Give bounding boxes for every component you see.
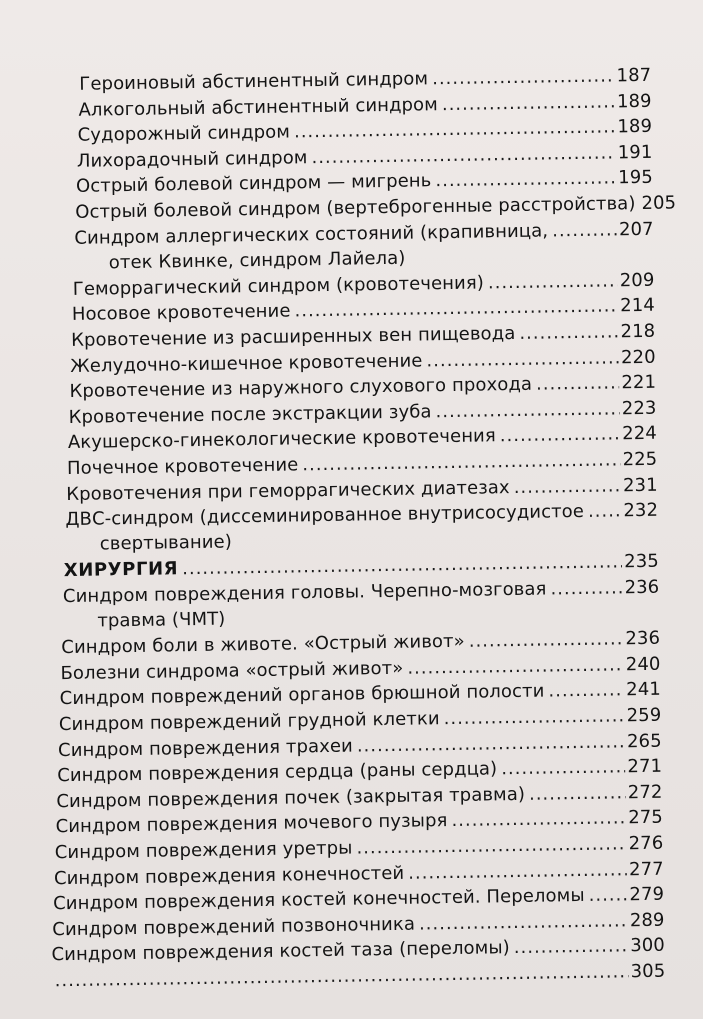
toc-page-number: 189: [616, 90, 652, 112]
toc-entry-title: Кровотечение из расширенных вен пищевода: [70, 322, 516, 351]
dot-leader: [408, 857, 627, 885]
toc-entry-title: Героиновый абстинентный синдром: [79, 68, 429, 95]
toc-entry-title: Кровотечение из наружного слухового прохода: [69, 373, 533, 403]
toc-page-number: 235: [624, 551, 660, 573]
toc-page-number: 236: [625, 627, 661, 650]
toc-page-number: 300: [630, 935, 666, 957]
dot-leader: [536, 371, 620, 397]
dot-leader: [451, 806, 626, 834]
toc-page-number: 305: [630, 960, 666, 983]
toc-entry: [74, 216, 654, 275]
dot-leader: [548, 678, 624, 704]
toc-page-number: 289: [629, 909, 665, 932]
toc-entry-title: Алкогольный абстинентный синдром: [78, 93, 439, 121]
toc-entry-title: Кровотечения при геморрагических диатезах: [66, 476, 510, 505]
toc-entry-title: Синдром боли в животе. «Острый живот»: [61, 630, 465, 659]
toc-entry-title: Синдром повреждения сердца (раны сердца): [57, 758, 498, 787]
toc-page-number: 232: [623, 499, 659, 522]
toc-entry-title: Носовое кровотечение: [71, 300, 291, 326]
toc-page-number: 240: [625, 653, 661, 676]
toc-page-number: 277: [628, 858, 664, 880]
toc-entry-title-continued: отек Квинке, синдром Лайела): [108, 247, 406, 273]
toc-entry-title: Синдром повреждений органов брюшной полости: [59, 680, 545, 710]
toc-entry-title: Синдром повреждения трахеи: [57, 735, 354, 761]
toc-page-number: 223: [621, 397, 657, 420]
toc-entry-title: Синдром повреждения уретры: [54, 837, 353, 864]
toc-page-number: 231: [622, 474, 658, 496]
dot-leader: [588, 882, 627, 908]
dot-leader: [488, 268, 618, 295]
dot-leader: [529, 780, 626, 807]
toc-page-number: 191: [617, 141, 653, 164]
toc-page-number: 259: [626, 704, 662, 727]
toc-page-number: 205: [641, 192, 677, 214]
dot-leader: [435, 166, 616, 194]
toc-page-number: 221: [621, 371, 657, 394]
toc-entry-title: Болезни синдрома «острый живот»: [60, 657, 404, 684]
toc-entry-title-continued: свертывание): [99, 531, 233, 555]
toc-entry-title: Почечное кровотечение: [66, 454, 299, 480]
toc-entry-title-continued: травма (ЧМТ): [97, 608, 226, 632]
dot-leader: [550, 575, 623, 601]
dot-leader: [552, 217, 617, 243]
toc-page-number: 218: [620, 320, 656, 343]
toc-page-number: 272: [627, 781, 663, 804]
toc-entry-title: Судорожный синдром: [77, 121, 291, 146]
toc-entry-title: Синдром повреждения конечностей: [53, 862, 405, 889]
dot-leader: [419, 908, 628, 936]
toc-entry-title: Синдром повреждения почек (закрытая травма): [56, 783, 526, 813]
toc-page-number: 207: [618, 218, 654, 240]
toc-entry-title: Синдром повреждений грудной клетки: [58, 708, 440, 736]
dot-leader: [469, 626, 624, 653]
toc-page-number: 187: [616, 64, 652, 87]
toc-entry-title: ДВС-синдром (диссеминированное внутрисосудистое: [65, 501, 585, 531]
toc-page-number: 265: [626, 730, 662, 752]
toc-entry-title: Желудочно-кишечное кровотечение: [70, 350, 423, 377]
toc-entry: [65, 498, 658, 557]
dot-leader: [432, 63, 615, 91]
toc-page-number: 195: [618, 167, 654, 189]
toc-page-number: 214: [620, 295, 656, 317]
dot-leader: [514, 934, 629, 961]
toc-page-number: 241: [626, 679, 662, 701]
toc-page-number: 220: [620, 346, 656, 368]
dot-leader: [356, 831, 627, 860]
toc-page-number: 279: [629, 883, 665, 906]
toc-entry: [63, 575, 660, 634]
toc-entry-title: Геморрагический синдром (кровотечения): [72, 272, 485, 300]
toc-entry-title: Синдром повреждения мочевого пузыря: [55, 810, 448, 838]
toc-page-number: 209: [619, 269, 655, 292]
toc-page-number: 275: [628, 807, 664, 829]
dot-leader: [443, 703, 624, 731]
toc-entry-title: Синдром повреждения костей конечностей. Переломы: [52, 885, 585, 915]
toc-entry-title: Синдром повреждения костей таза (переломы): [51, 937, 510, 966]
dot-leader: [501, 754, 626, 781]
toc-page-number: 236: [624, 576, 660, 599]
toc-entry-title: Синдром аллергических состояний (крапивница,: [74, 220, 549, 249]
toc-entry-title: Острый болевой синдром (вертеброгенные расстройства): [75, 193, 636, 223]
toc-entry-title: Острый болевой синдром — мигрень: [75, 170, 432, 198]
toc-entry-title: Синдром повреждений позвоночника: [52, 913, 416, 941]
dot-leader: [442, 89, 615, 117]
toc-page-number: 224: [622, 423, 658, 445]
section-heading-title: ХИРУРГИЯ: [63, 558, 179, 582]
toc-page-number: 271: [627, 755, 663, 778]
toc-entry-title: Лихорадочный синдром: [76, 146, 308, 172]
toc-page-number: 225: [622, 448, 658, 471]
dot-leader: [435, 396, 620, 424]
toc-page-number: 276: [628, 832, 664, 855]
toc-entry-title: Кровотечение после экстракции зуба: [68, 401, 432, 428]
toc-entry-title: Синдром повреждения головы. Черепно-мозговая: [62, 578, 547, 608]
dot-leader: [357, 729, 626, 758]
dot-leader: [407, 652, 624, 680]
dot-leader: [500, 422, 621, 449]
toc-page-number: 189: [617, 115, 653, 138]
dot-leader: [514, 473, 622, 500]
toc-entry-title: Акушерско-гинекологические кровотечения: [67, 425, 496, 454]
dot-leader: [588, 498, 622, 524]
dot-leader: [519, 319, 619, 346]
dot-leader: [426, 345, 619, 373]
